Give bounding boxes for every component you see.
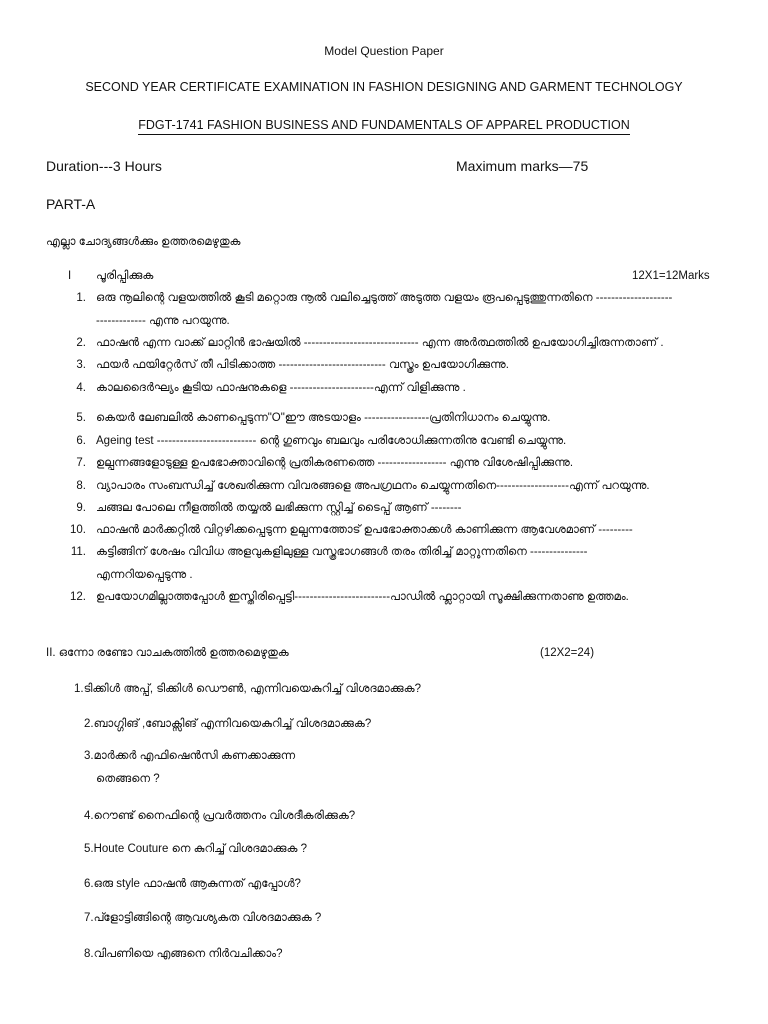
instruction: എല്ലാ ചോദ്യങ്ങൾക്കും ഉത്തരമെഴുതുക <box>46 236 241 248</box>
question-text: വ്യാപാരം സംബന്ധിച്ച് ശേഖരിക്കുന്ന വിവരങ്ങളെ അപഗ്രഥനം ചെയ്യുന്നതിനെ-------------------എന്ന് പറയുന്നു. <box>96 480 650 492</box>
section-1-title: പൂരിപ്പിക്കുക <box>96 270 154 282</box>
part-heading: PART-A <box>46 196 96 212</box>
question-number: 9. <box>76 502 86 514</box>
question-text-continued: എന്നറിയപ്പെടുന്നു . <box>96 569 193 581</box>
course-title-text: FDGT-1741 FASHION BUSINESS AND FUNDAMENTALS OF APPAREL PRODUCTION <box>138 118 630 135</box>
short-question: 1.ടിക്കിൾ അപ്പ്, ടിക്കിൾ ഡൌൺ, എന്നിവയെകുറിച്ച് വിശദമാക്കുക? <box>74 683 422 695</box>
question-number: 8. <box>76 480 86 492</box>
section-2-title: II. ഒന്നോ രണ്ടോ വാചകത്തിൽ ഉത്തരമെഴുതുക <box>46 647 289 659</box>
question-number: 4. <box>76 382 86 394</box>
question-number: 3. <box>76 359 86 371</box>
question-number: 6. <box>76 435 86 447</box>
question-text: ഫാഷൻ മാർക്കറ്റിൽ വിറ്റഴിക്കപ്പെടുന്ന ഉല്പന്നത്തോട് ഉപഭോക്താക്കൾ കാണിക്കുന്ന ആവേശമാണ് --------- <box>96 524 633 536</box>
short-question: 4.റൌണ്ട് നൈഫിന്റെ പ്രവർത്തനം വിശദീകരിക്കുക? <box>84 810 356 822</box>
question-number: 1. <box>76 292 86 304</box>
question-text: ഉല്പന്നങ്ങളോടുള്ള ഉപഭോക്താവിന്റെ പ്രതികരണത്തെ ------------------ എന്നു വിശേഷിപ്പിക്കുന്നു. <box>96 457 574 469</box>
short-question: 7.പ്ളോട്ടിങ്ങിന്റെ ആവശ്യകത വിശദമാക്കുക ? <box>84 912 322 924</box>
question-text: ഫാഷൻ എന്ന വാക്ക് ലാറ്റിൻ ഭാഷയിൽ ------------------------------ എന്ന അർത്ഥത്തിൽ ഉപയോഗിച്ചിരുന്നതാണ് . <box>96 337 664 349</box>
section-1-marks: 12X1=12Marks <box>632 270 710 282</box>
question-text: ഒരു നൂലിന്റെ വളയത്തിൽ കൂടി മറ്റൊരു നൂൽ വലിച്ചെടുത്ത് അടുത്ത വളയം രൂപപ്പെടുത്തുന്നതിനെ -------------------- <box>96 292 673 304</box>
question-number: 2. <box>76 337 86 349</box>
question-text: ഫയർ ഫയിറ്റേർസ് തീ പിടിക്കാത്ത ---------------------------- വസ്ത്രം ഉപയോഗിക്കുന്നു. <box>96 359 509 371</box>
question-number: 10. <box>70 524 86 536</box>
question-text: Ageing test -------------------------- ന്റെ ഗുണവും ബലവും പരിശോധിക്കുന്നതിനു വേണ്ടി ചെയ്യുന്നു. <box>96 435 567 447</box>
paper-title: Model Question Paper <box>324 44 444 58</box>
question-text: ഉപയോഗമില്ലാത്തപ്പോൾ ഇസ്തിരിപ്പെട്ടി-------------------------പാഡിൽ ഫ്ലാറ്റായി സൂക്ഷിക്കുന്നതാണു ഉത്തമം. <box>96 591 629 603</box>
short-question: 2.ബാഗ്ഗിങ് ,ബോക്സിങ് എന്നിവയെകുറിച്ച് വിശദമാക്കുക? <box>84 718 372 730</box>
question-text: കട്ടിങ്ങിന് ശേഷം വിവിധ അളവുകളിലുള്ള വസ്ത്രഭാഗങ്ങൾ തരം തിരിച്ച് മാറ്റുന്നതിനെ --------------- <box>96 546 588 558</box>
course-title <box>0 118 768 132</box>
question-text: ചങ്ങല പോലെ നീളത്തിൽ തയ്യൽ ലഭിക്കുന്ന സ്റ്റിച്ച് ടൈപ്പ് ആണ് -------- <box>96 502 462 514</box>
section-2-marks: (12X2=24) <box>540 647 595 659</box>
short-question-continued: തെങ്ങനെ ? <box>96 773 160 785</box>
section-1-numeral: I <box>68 270 72 282</box>
short-question: 8.വിപണിയെ എങ്ങനെ നിർവചിക്കാം? <box>84 948 283 960</box>
short-question: 3.മാർക്കർ എഫിഷെൻസി കണക്കാക്കുന്ന <box>84 750 296 762</box>
short-question: 5.Houte Couture നെ കുറിച്ച് വിശദമാക്കുക ? <box>84 843 308 855</box>
question-number: 5. <box>76 412 86 424</box>
question-number: 7. <box>76 457 86 469</box>
question-number: 12. <box>70 591 86 603</box>
duration: Duration---3 Hours <box>46 158 162 174</box>
question-text: കെയർ ലേബലിൽ കാണപ്പെടുന്ന"O"ഈ അടയാളം -----------------പ്രതിനിധാനം ചെയ്യുന്നു. <box>96 412 551 424</box>
short-question: 6.ഒരു style ഫാഷൻ ആകുന്നത് എപ്പോൾ? <box>84 878 301 890</box>
question-text-continued: ------------- എന്നു പറയുന്നു. <box>96 315 230 327</box>
maximum-marks: Maximum marks—75 <box>456 158 589 174</box>
question-number: 11. <box>70 546 86 558</box>
question-text: കാലദൈർഘ്യം കൂടിയ ഫാഷനുകളെ ----------------------എന്ന് വിളിക്കുന്നു . <box>96 382 466 394</box>
exam-title: SECOND YEAR CERTIFICATE EXAMINATION IN FASHION DESIGNING AND GARMENT TECHNOLOGY <box>85 80 683 94</box>
